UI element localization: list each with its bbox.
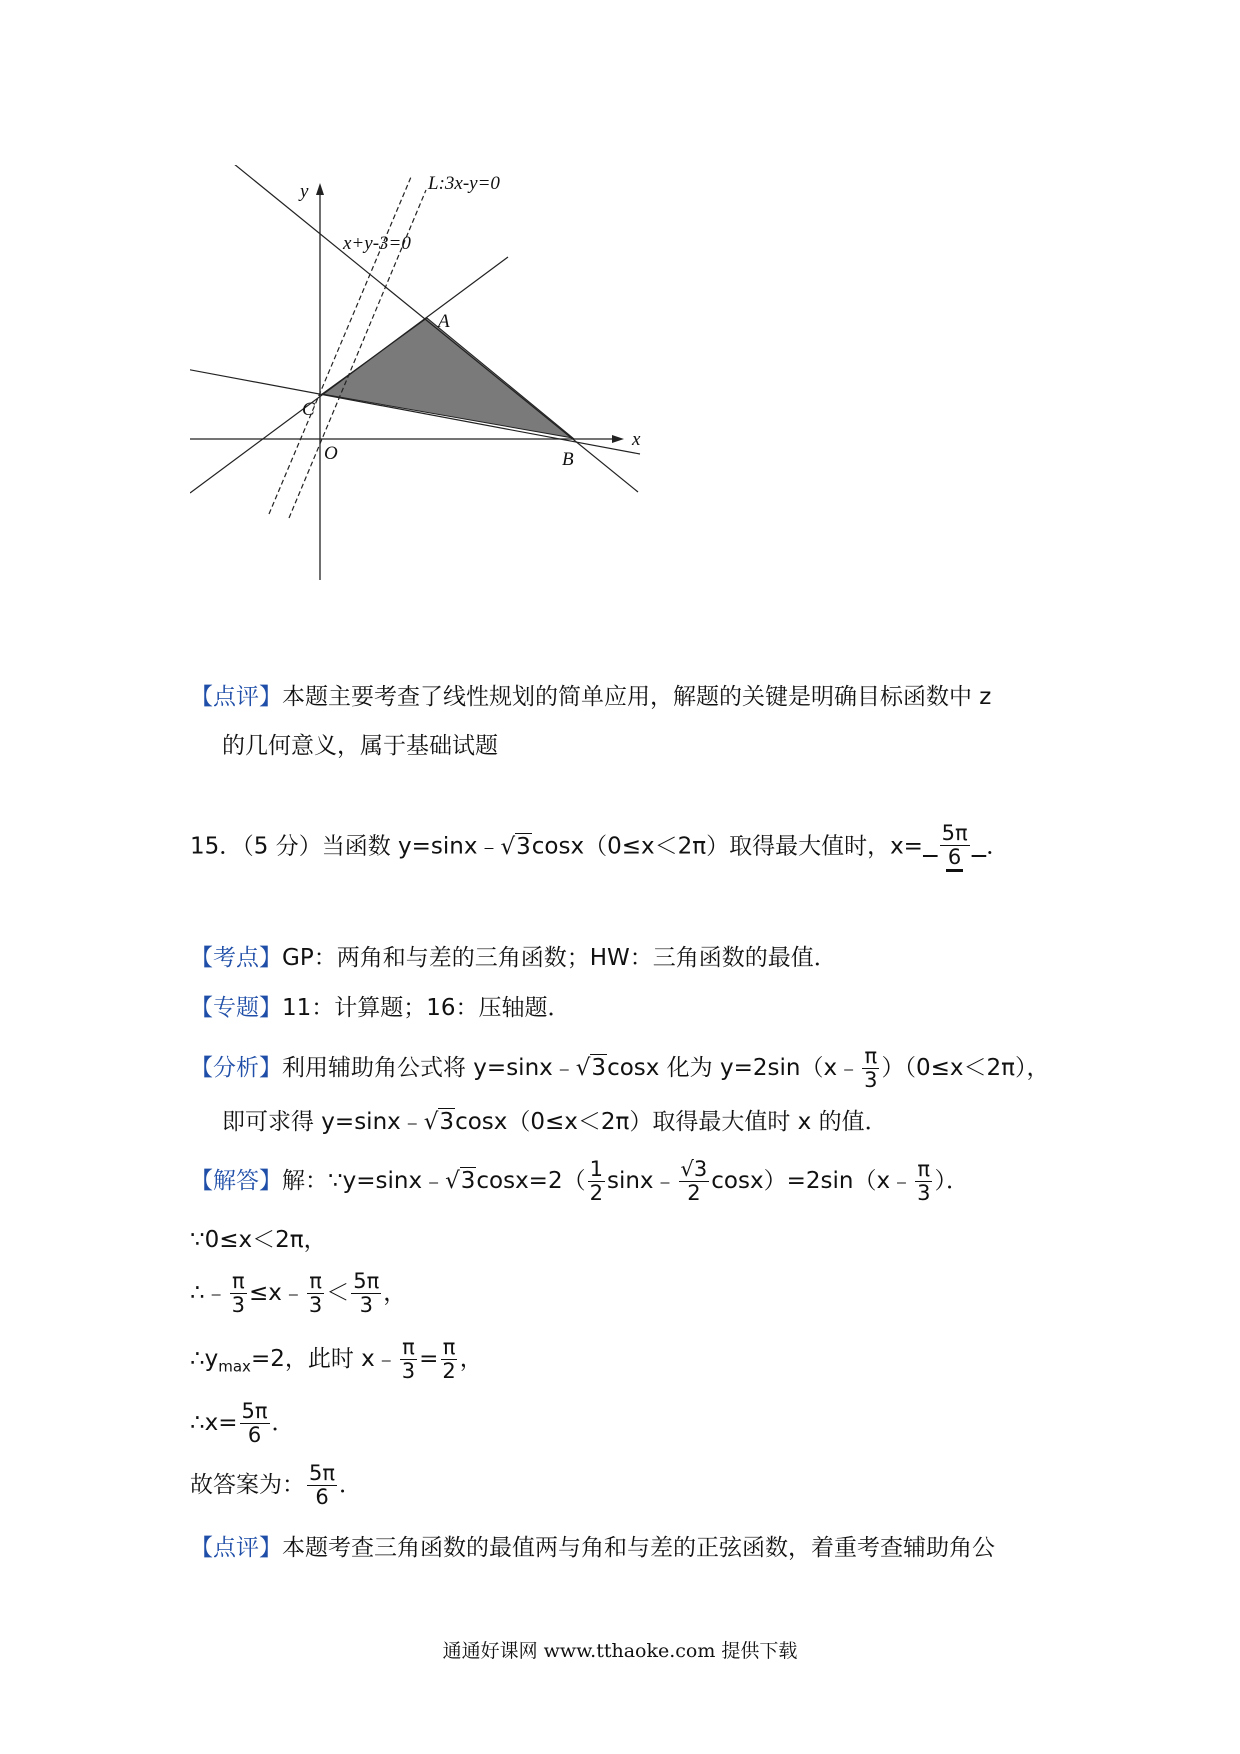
fraction: $\frac{\pi}{3}$ [231,1269,246,1317]
review-text: 本题主要考查了线性规划的简单应用，解题的关键是明确目标函数中 z [282,684,992,710]
point-b-label: B [562,449,574,470]
review-text: 的几何意义，属于基础试题 [222,733,498,759]
y-axis-arrow [316,183,324,195]
fraction: $\frac{√3}{2}$ [680,1157,708,1205]
jieda-line: 【解答】解：∵y=sinx﹣√3cosx=2（ $\frac{1}{2}$ sinx﹣ $\frac{√3}{2}$ cosx）=2sin（x﹣ $\frac{\pi}{3}$ ）． [190,1157,969,1205]
fraction: $\frac{5\pi}{6}$ [241,1399,268,1447]
fraction: $\frac{\pi}{2}$ [442,1335,456,1383]
origin-label: O [324,443,338,464]
point-a-label: A [438,311,450,332]
y-axis-label: y [300,181,309,202]
linear-programming-figure [190,165,730,655]
fenxi-line1: 【分析】利用辅助角公式将 y=sinx﹣√3cosx 化为 y=2sin（x﹣ $\frac{\pi}{3}$ ）（0≤x＜2π）， [190,1044,1050,1092]
step-line: $\therefore y_{max}=2$，此时 x﹣ $\frac{\pi}{3}$ = $\frac{\pi}{2}$ ， [190,1335,483,1383]
sqrt-3: √3 [445,1168,476,1194]
sqrt-3: √3 [500,833,531,860]
kaodian-text: GP：两角和与差的三角函数；HW：三角函数的最值． [282,945,837,971]
step-line: ∴﹣ $\frac{\pi}{3}$ ≤x﹣ $\frac{\pi}{3}$ ＜ $\frac{5\pi}{3}$ ， [190,1269,407,1317]
x-axis-label: x [632,429,641,450]
fenxi-line2: 即可求得 y=sinx﹣√3cosx（0≤x＜2π）取得最大值时 x 的值． [222,1105,888,1139]
question-text: 15．（5 分）当函数 y=sinx﹣ [190,833,501,860]
step-line: ∴x= $\frac{5\pi}{6}$ ． [190,1399,295,1447]
sqrt-3: √3 [575,1055,607,1081]
fraction: $\frac{5\pi}{6}$ [309,1461,336,1509]
zhuanti-line [190,991,571,1025]
answer-line: 故答案为： $\frac{5\pi}{6}$ ． [190,1461,363,1509]
review-text: 本题考查三角函数的最值两与角和与差的正弦函数，着重考查辅助角公 [282,1535,995,1561]
page-footer: 通通好课网 www.tthaoke.com 提供下载 [442,1640,798,1662]
fraction: $\frac{\pi}{3}$ [864,1044,878,1092]
review-tag: 【点评】 [190,1535,282,1561]
fraction: $\frac{\pi}{3}$ [401,1335,416,1383]
fraction: $\frac{1}{2}$ [589,1157,603,1205]
zhuanti-text: 11：计算题；16：压轴题． [282,995,571,1021]
line-L-label: L:3x-y=0 [428,173,500,194]
review15-line [190,1531,995,1565]
zhuanti-tag: 【专题】 [190,995,282,1021]
fenxi-tag: 【分析】 [190,1055,282,1081]
review-tag: 【点评】 [190,684,282,710]
jieda-tag: 【解答】 [190,1168,282,1194]
feasible-region [322,318,573,438]
kaodian-tag: 【考点】 [190,945,282,971]
answer-blank [923,822,986,872]
x-axis-arrow [612,435,624,443]
question-text: cosx（0≤x＜2π）取得最大值时，x= [531,833,923,860]
fraction: $\frac{\pi}{3}$ [308,1269,323,1317]
sqrt-3: √3 [423,1109,455,1135]
step-line: ∵0≤x＜2π， [190,1227,327,1253]
question-15: 15．（5 分）当函数 y=sinx﹣√3cosx（0≤x＜2π）取得最大值时，x= $\frac{5\pi}{6}$ ． [190,822,1009,872]
answer-fraction: $\frac{5\pi}{6}$ [940,822,970,872]
fraction: $\frac{5\pi}{3}$ [353,1269,380,1317]
kaodian-line [190,941,837,975]
point-c-label: C [302,399,315,420]
fraction: $\frac{\pi}{3}$ [917,1157,931,1205]
line-xy-label: x+y-3=0 [343,233,411,254]
review14-line2 [222,729,498,763]
review14-line1 [190,680,991,714]
